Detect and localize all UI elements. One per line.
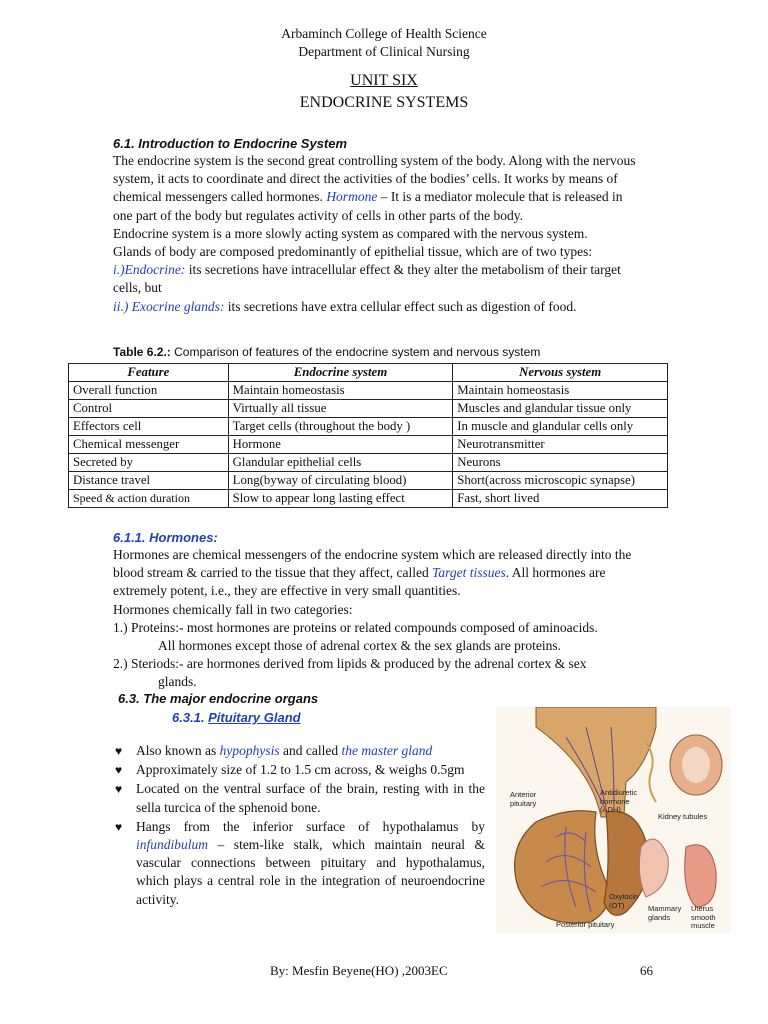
pituitary-bullets: [113, 742, 485, 910]
mammary-shape: [639, 839, 668, 897]
table-cell: Control: [69, 400, 229, 418]
anterior-lobe-shape: [515, 811, 609, 923]
kidney-inner-shape: [682, 747, 710, 783]
heart-bullet-icon: ♥: [115, 744, 123, 758]
pituitary-illustration: [496, 707, 731, 933]
table-cell: Slow to appear long lasting effect: [228, 490, 453, 508]
hypophysis-term: hypophysis: [219, 743, 280, 758]
table-cell: Neurons: [453, 454, 668, 472]
column-header: Endocrine system: [228, 364, 453, 382]
label-mammary-glands: Mammary glands: [648, 904, 682, 922]
page-number: 66: [640, 963, 653, 978]
intro-paragraph-2: Endocrine system is a more slowly acting system as compared with the nervous system.: [113, 225, 588, 241]
bullet-text: Also known as: [136, 743, 220, 758]
table-cell: Short(across microscopic synapse): [453, 472, 668, 490]
table-cell: Muscles and glandular tissue only: [453, 400, 668, 418]
table-row: [69, 472, 668, 490]
pituitary-link[interactable]: Pituitary Gland: [208, 710, 301, 725]
column-header: Feature: [69, 364, 229, 382]
table-caption: [113, 345, 540, 359]
bullet-text: Located on the ventral surface of the brain, resting with in the sella turcica of the sphenoid bone.: [136, 781, 485, 815]
infundibulum-term: infundibulum: [136, 837, 209, 853]
table-row: [69, 436, 668, 454]
hormones-section: [113, 546, 643, 692]
table-header-row: [69, 364, 668, 382]
footer-author: By: Mesfin Beyene(HO) ,2003EC: [270, 963, 448, 978]
exocrine-text: its secretions have extra cellular effect such as digestion of food.: [224, 298, 577, 314]
bullet-text: – stem-like stalk, which maintain neural & vascular connections between pituitary and hypothalamus, which plays a central role in the integration of neuroendocrine activity.: [136, 837, 485, 907]
unit-title: UNIT SIX: [350, 72, 418, 89]
label-posterior-pituitary: Posterior pituitary: [556, 920, 615, 929]
heart-bullet-icon: ♥: [115, 782, 123, 797]
table-cell: Neurotransmitter: [453, 436, 668, 454]
table-cell: Long(byway of circulating blood): [228, 472, 453, 490]
heart-bullet-icon: ♥: [115, 819, 123, 834]
hormone-category-proteins-cont: All hormones except those of adrenal cortex & the sex glands are proteins.: [158, 638, 561, 654]
hormone-category-proteins: 1.) Proteins:- most hormones are proteins or related compounds composed of aminoacids.: [113, 619, 598, 635]
table-cell: Maintain homeostasis: [453, 382, 668, 400]
table-cell: Effectors cell: [69, 418, 229, 436]
table-row: [69, 418, 668, 436]
list-item: [113, 818, 485, 909]
table-row: [69, 454, 668, 472]
gland-type-exocrine: [113, 298, 643, 316]
table-cell: Fast, short lived: [453, 490, 668, 508]
target-tissues-term: Target tissues: [432, 565, 506, 581]
table-cell: Maintain homeostasis: [228, 382, 453, 400]
table-row: [69, 400, 668, 418]
intro-section: [113, 152, 643, 316]
gland-type-endocrine: [113, 261, 643, 297]
hormone-category-steroids-cont: glands.: [158, 674, 197, 690]
list-item: [113, 761, 485, 779]
table-cell: Chemical messenger: [69, 436, 229, 454]
label-uterus: Uterus smooth muscle: [691, 904, 716, 930]
table-caption-label: Table 6.2.:: [113, 345, 171, 359]
list-item: [113, 742, 485, 760]
unit-subtitle: ENDOCRINE SYSTEMS: [299, 94, 469, 111]
hormones-paragraph: [113, 546, 643, 601]
heart-bullet-icon: ♥: [115, 763, 123, 778]
pituitary-number: 6.3.1.: [172, 710, 209, 725]
column-header: Nervous system: [453, 364, 668, 382]
table-cell: Target cells (throughout the body ): [228, 418, 453, 436]
department-name: Department of Clinical Nursing: [298, 44, 470, 59]
master-gland-term: the master gland: [341, 743, 433, 758]
table-cell: Speed & action duration: [69, 490, 229, 508]
table-cell: Overall function: [69, 382, 229, 400]
uterus-shape: [685, 845, 716, 907]
label-oxytocin: Oxytocin (OT): [609, 892, 639, 910]
comparison-table: [68, 363, 668, 508]
exocrine-term: ii.) Exocrine glands:: [113, 298, 225, 314]
bullet-text: Approximately size of 1.2 to 1.5 cm across, & weighs 0.5gm: [136, 762, 465, 778]
hormone-term: Hormone: [326, 189, 378, 205]
hormones-text-b: . All hormones are extremely potent, i.e., they are effective in very small quantities.: [113, 565, 606, 599]
endocrine-term: i.)Endocrine:: [113, 262, 186, 278]
organs-heading: 6.3. The major endocrine organs: [118, 691, 319, 706]
table-caption-text: Comparison of features of the endocrine system and nervous system: [170, 345, 541, 359]
table-cell: Hormone: [228, 436, 453, 454]
table-row: [69, 382, 668, 400]
intro-text-a: The endocrine system is the second great controlling system of the body. Along with the nervous system, it acts to coordinate and direct the activities of the bodies’ cells. It works by means of chemical messengers called hormones.: [113, 153, 636, 205]
intro-paragraph-3: Glands of body are composed predominantly of epithelial tissue, which are of two types:: [113, 244, 593, 260]
intro-paragraph: [113, 152, 643, 225]
hormones-heading: 6.1.1. Hormones:: [113, 530, 218, 545]
label-anterior-pituitary: Anterior pituitary: [510, 790, 537, 808]
table-cell: In muscle and glandular cells only: [453, 418, 668, 436]
bullet-text: Hangs from the inferior surface of hypothalamus by: [136, 818, 485, 834]
table-cell: Virtually all tissue: [228, 400, 453, 418]
intro-text-b: – It is a mediator molecule that is released in one part of the body but regulates activity of cells in other parts of the body.: [113, 189, 623, 223]
hormones-text-a: Hormones are chemical messengers of the endocrine system which are released directly into the blood stream & carried to the tissue that they affect, called: [113, 547, 632, 581]
college-name: Arbaminch College of Health Science: [281, 26, 487, 41]
table-cell: Secreted by: [69, 454, 229, 472]
label-kidney-tubules: Kidney tubules: [658, 812, 708, 821]
endocrine-text: its secretions have intracellular effect & they alter the metabolism of their target cells, but: [113, 262, 621, 296]
bullet-text: and called: [279, 743, 342, 758]
hormones-categories: Hormones chemically fall in two categories:: [113, 601, 353, 617]
table-row: [69, 490, 668, 508]
pituitary-heading: [172, 710, 301, 725]
table-cell: Glandular epithelial cells: [228, 454, 453, 472]
hormone-category-steroids: 2.) Steriods:- are hormones derived from lipids & produced by the adrenal cortex & sex: [113, 656, 587, 672]
label-adh: Antidiuretic hormone (ADH): [600, 788, 638, 814]
intro-heading: 6.1. Introduction to Endocrine System: [113, 136, 348, 151]
list-item: [113, 780, 485, 816]
table-cell: Distance travel: [69, 472, 229, 490]
